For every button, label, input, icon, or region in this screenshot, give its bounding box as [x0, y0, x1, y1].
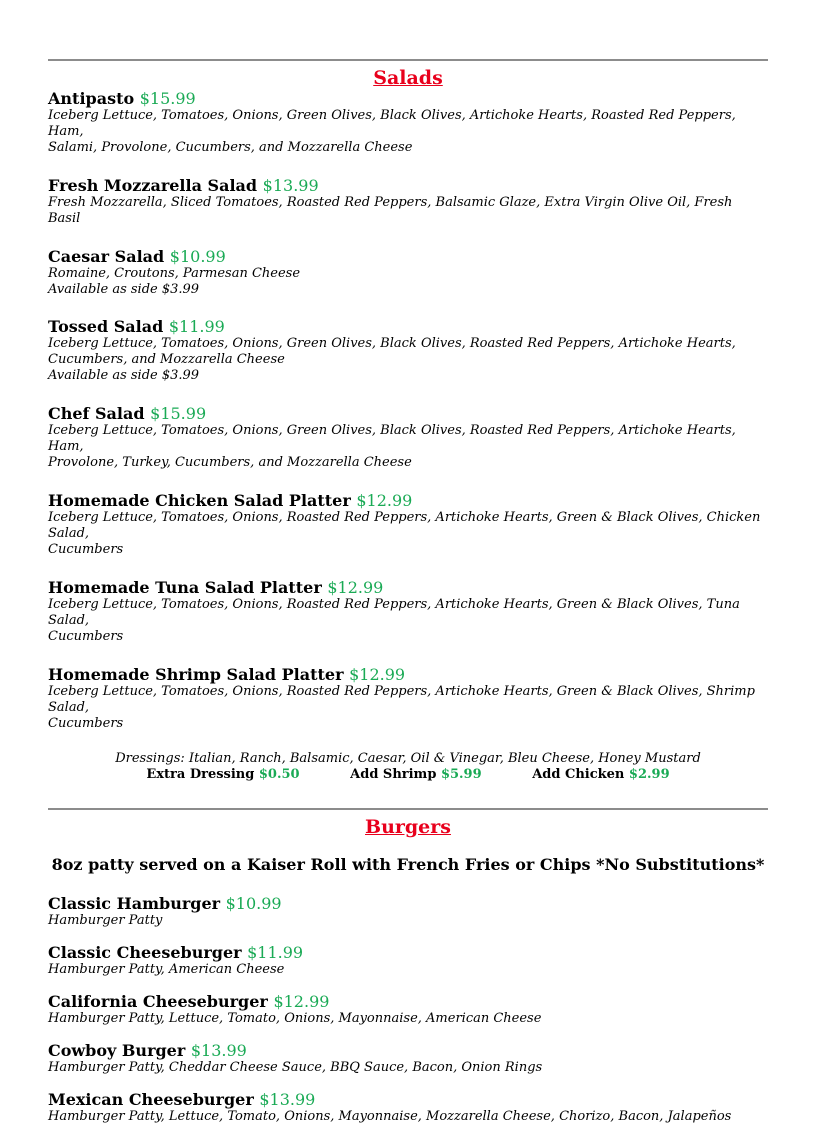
- dressings-list: Dressings: Italian, Ranch, Balsamic, Caesar, Oil & Vinegar, Bleu Cheese, Honey Mustard: [115, 751, 701, 766]
- item-name: Homemade Tuna Salad Platter: [48, 578, 322, 597]
- item-name: Mexican Cheeseburger: [48, 1090, 254, 1109]
- item-description: Fresh Mozzarella, Sliced Tomatoes, Roasted Red Peppers, Balsamic Glaze, Extra Virgin Olive Oil, Fresh Basil: [48, 195, 733, 226]
- salad-addons: [48, 767, 768, 783]
- menu-item-shrimp-salad-platter: [48, 665, 768, 732]
- item-description: Hamburger Patty: [48, 913, 163, 928]
- menu-item-cowboy-burger: [48, 1041, 768, 1076]
- section-divider: [48, 808, 768, 810]
- item-price: $12.99: [273, 992, 330, 1011]
- item-name: Homemade Shrimp Salad Platter: [48, 665, 344, 684]
- item-price: $11.99: [247, 943, 304, 962]
- item-name: Antipasto: [48, 89, 135, 108]
- menu-item-fresh-mozzarella-salad: [48, 176, 768, 227]
- item-price: $13.99: [190, 1041, 247, 1060]
- addon-extra-dressing: Extra Dressing $0.50: [146, 767, 300, 782]
- addon-chicken: Add Chicken $2.99: [532, 767, 670, 782]
- menu-item-california-cheeseburger: [48, 992, 768, 1027]
- item-description: Iceberg Lettuce, Tomatoes, Onions, Roasted Red Peppers, Artichoke Hearts, Green & Black Olives, Tuna Salad, Cucumbers: [48, 597, 740, 644]
- menu-item-chicken-salad-platter: [48, 491, 768, 558]
- item-name: Cowboy Burger: [48, 1041, 186, 1060]
- menu-item-tossed-salad: [48, 317, 768, 384]
- item-price: $15.99: [150, 404, 207, 423]
- item-description: Iceberg Lettuce, Tomatoes, Onions, Green Olives, Black Olives, Artichoke Hearts, Roasted Red Peppers, Ham, Salami, Provolone, Cucumbers, and Mozzarella Cheese: [48, 108, 736, 155]
- item-price: $10.99: [169, 247, 226, 266]
- item-price: $10.99: [225, 894, 282, 913]
- item-price: $12.99: [356, 491, 413, 510]
- item-name: Chef Salad: [48, 404, 145, 423]
- item-name: Classic Cheeseburger: [48, 943, 242, 962]
- item-price: $13.99: [262, 176, 319, 195]
- menu-item-classic-hamburger: [48, 894, 768, 929]
- item-description: Iceberg Lettuce, Tomatoes, Onions, Roasted Red Peppers, Artichoke Hearts, Green & Black Olives, Chicken Salad, Cucumbers: [48, 510, 761, 557]
- menu-item-classic-cheeseburger: [48, 943, 768, 978]
- item-name: California Cheeseburger: [48, 992, 268, 1011]
- item-description: Hamburger Patty, Lettuce, Tomato, Onions, Mayonnaise, Mozzarella Cheese, Chorizo, Bacon, Jalapeños: [48, 1109, 732, 1124]
- item-description: Iceberg Lettuce, Tomatoes, Onions, Green Olives, Black Olives, Roasted Red Peppers, Artichoke Hearts, Cucumbers, and Mozzarella Cheese Available as side $3.99: [48, 336, 736, 383]
- menu-page: [48, 0, 768, 1125]
- menu-item-mexican-cheeseburger: [48, 1090, 768, 1125]
- item-name: Homemade Chicken Salad Platter: [48, 491, 351, 510]
- item-name: Caesar Salad: [48, 247, 165, 266]
- item-description: Iceberg Lettuce, Tomatoes, Onions, Roasted Red Peppers, Artichoke Hearts, Green & Black Olives, Shrimp Salad, Cucumbers: [48, 684, 755, 731]
- item-description: Hamburger Patty, Cheddar Cheese Sauce, BBQ Sauce, Bacon, Onion Rings: [48, 1060, 543, 1075]
- item-price: $12.99: [327, 578, 384, 597]
- burgers-heading: Burgers: [365, 816, 451, 838]
- salads-heading: Salads: [373, 67, 443, 89]
- item-name: Tossed Salad: [48, 317, 164, 336]
- item-description: Hamburger Patty, Lettuce, Tomato, Onions, Mayonnaise, American Cheese: [48, 1011, 542, 1026]
- menu-item-tuna-salad-platter: [48, 578, 768, 645]
- menu-item-chef-salad: [48, 404, 768, 471]
- item-description: Romaine, Croutons, Parmesan Cheese Available as side $3.99: [48, 266, 301, 297]
- menu-item-caesar-salad: [48, 247, 768, 298]
- item-price: $11.99: [168, 317, 225, 336]
- item-price: $13.99: [259, 1090, 316, 1109]
- burgers-note: 8oz patty served on a Kaiser Roll with French Fries or Chips *No Substitutions*: [51, 855, 765, 874]
- addon-shrimp: Add Shrimp $5.99: [350, 767, 482, 782]
- item-price: $12.99: [349, 665, 406, 684]
- item-description: Iceberg Lettuce, Tomatoes, Onions, Green Olives, Black Olives, Roasted Red Peppers, Artichoke Hearts, Ham, Provolone, Turkey, Cucumbers, and Mozzarella Cheese: [48, 423, 736, 470]
- menu-item-antipasto: [48, 89, 768, 156]
- item-price: $15.99: [139, 89, 196, 108]
- item-description: Hamburger Patty, American Cheese: [48, 962, 285, 977]
- item-name: Fresh Mozzarella Salad: [48, 176, 258, 195]
- section-divider: [48, 59, 768, 61]
- item-name: Classic Hamburger: [48, 894, 221, 913]
